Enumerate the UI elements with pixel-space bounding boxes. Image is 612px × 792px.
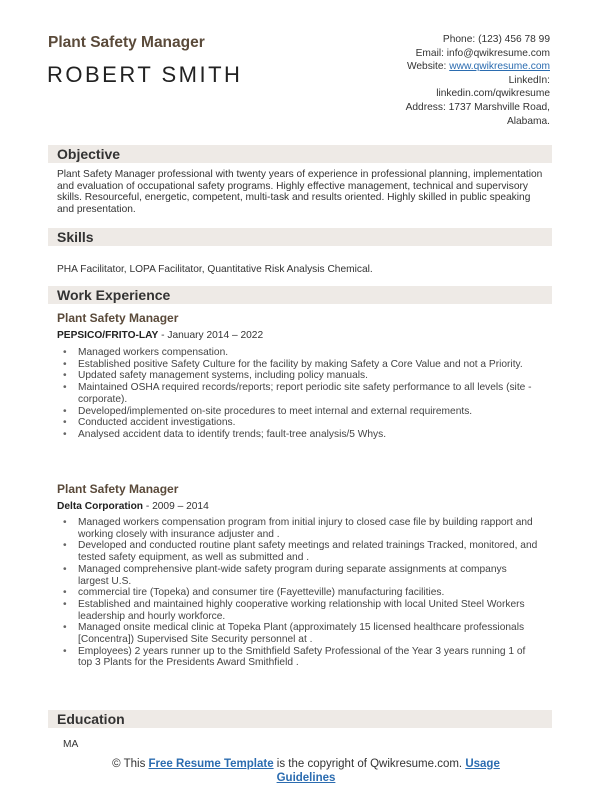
phone-value: (123) 456 78 99 (478, 34, 550, 45)
contact-address (350, 101, 550, 115)
education-section-bar (48, 710, 552, 728)
education-heading: Education (57, 711, 125, 727)
job-company: PEPSICO/FRITO-LAY (57, 330, 159, 341)
job-role: Plant Safety Manager (57, 311, 179, 325)
contact-linkedin-row (350, 87, 550, 101)
job-1-bullets (62, 347, 540, 441)
free-resume-template-link[interactable]: Free Resume Template (148, 758, 274, 770)
skills-heading: Skills (57, 229, 94, 245)
list-item: • Developed/implemented on-site procedures to meet internal and external requirements. (62, 406, 540, 418)
job-dates: - January 2014 – 2022 (158, 330, 264, 341)
usage-guidelines-link-part-1[interactable]: Usage (465, 758, 500, 770)
list-item: • Updated safety management systems, including policy manuals. (62, 370, 540, 382)
education-text: MA (63, 739, 79, 750)
list-item: • Employees) 2 years runner up to the Smithfield Safety Professional of the Year 3 years running 1 of top 3 Plants for the Presidents Award Smithfield . (62, 646, 540, 669)
linkedin-label: LinkedIn: (508, 74, 550, 86)
list-item: • Managed comprehensive plant-wide safety program during separate assignments at companys largest U.S. (62, 564, 540, 587)
address-line-2: Alabama. (506, 115, 550, 127)
list-item: • Established and maintained highly cooperative working relationship with local United Steel Workers leadership and hourly workforce. (62, 599, 540, 622)
contact-phone (350, 33, 550, 47)
objective-text: Plant Safety Manager professional with twenty years of experience in professional planning, implementation and evaluation of occupational safety programs. Highly effective management, technical and supervisory skills. Resourceful, energetic, competent, multi-task and results oriented. Highly skilled in public speaking and presentation. (57, 169, 543, 215)
phone-label: Phone: (442, 34, 476, 45)
contact-block (350, 33, 550, 128)
job-company-line (57, 501, 209, 512)
job-role: Plant Safety Manager (57, 482, 179, 496)
list-item: • Established positive Safety Culture for the facility by making Safety a Core Value and not a Priority. (62, 359, 540, 371)
experience-section-bar (48, 286, 552, 304)
address-label: Address: (405, 101, 446, 113)
contact-website (350, 60, 550, 74)
contact-email (350, 47, 550, 61)
job-company-line (57, 330, 263, 341)
address-line-1: 1737 Marshville Road, (448, 101, 550, 113)
footer-prefix: © This (112, 758, 149, 770)
copyright-footer (80, 757, 532, 785)
website-label: Website: (406, 61, 447, 73)
email-value: info@qwikresume.com (446, 47, 550, 59)
candidate-name: ROBERT SMITH (47, 62, 243, 87)
contact-address-2-row (350, 115, 550, 129)
list-item: • Developed and conducted routine plant safety meetings and related trainings Tracked, monitored, and tested safety equipment, as well as submitted and . (62, 540, 540, 563)
list-item: • Maintained OSHA required records/reports; report periodic site safety performance to all levels (site - corporate). (62, 382, 540, 405)
objective-heading: Objective (57, 146, 121, 162)
email-label: Email: (415, 47, 444, 59)
list-item: • Managed onsite medical clinic at Topeka Plant (approximately 15 licensed healthcare professionals [Concentra]) Supervised Site Security personnel at . (62, 622, 540, 645)
job-company: Delta Corporation (57, 501, 144, 512)
list-item: • Managed workers compensation program from initial injury to closed case file by building rapport and working closely with insurance adjuster and . (62, 517, 540, 540)
objective-section-bar (48, 145, 552, 163)
list-item: • Analysed accident data to identify trends; fault-tree analysis/5 Whys. (62, 429, 540, 441)
job-dates: - 2009 – 2014 (143, 501, 209, 512)
list-item: • Conducted accident investigations. (62, 417, 540, 429)
list-item: • commercial tire (Topeka) and consumer tire (Fayetteville) manufacturing facilities. (62, 587, 540, 599)
linkedin-value: linkedin.com/qwikresume (436, 88, 550, 100)
header-job-title: Plant Safety Manager (48, 34, 205, 51)
experience-heading: Work Experience (57, 287, 171, 303)
job-2-bullets (62, 517, 540, 669)
list-item: • Managed workers compensation. (62, 347, 540, 359)
usage-guidelines-link-part-2[interactable]: Guidelines (276, 772, 336, 784)
skills-text: PHA Facilitator, LOPA Facilitator, Quantitative Risk Analysis Chemical. (57, 264, 373, 275)
footer-middle: is the copyright of Qwikresume.com. (273, 758, 466, 770)
website-link[interactable]: www.qwikresume.com (449, 61, 550, 73)
skills-section-bar (48, 228, 552, 246)
contact-linkedin-label-row (350, 74, 550, 88)
